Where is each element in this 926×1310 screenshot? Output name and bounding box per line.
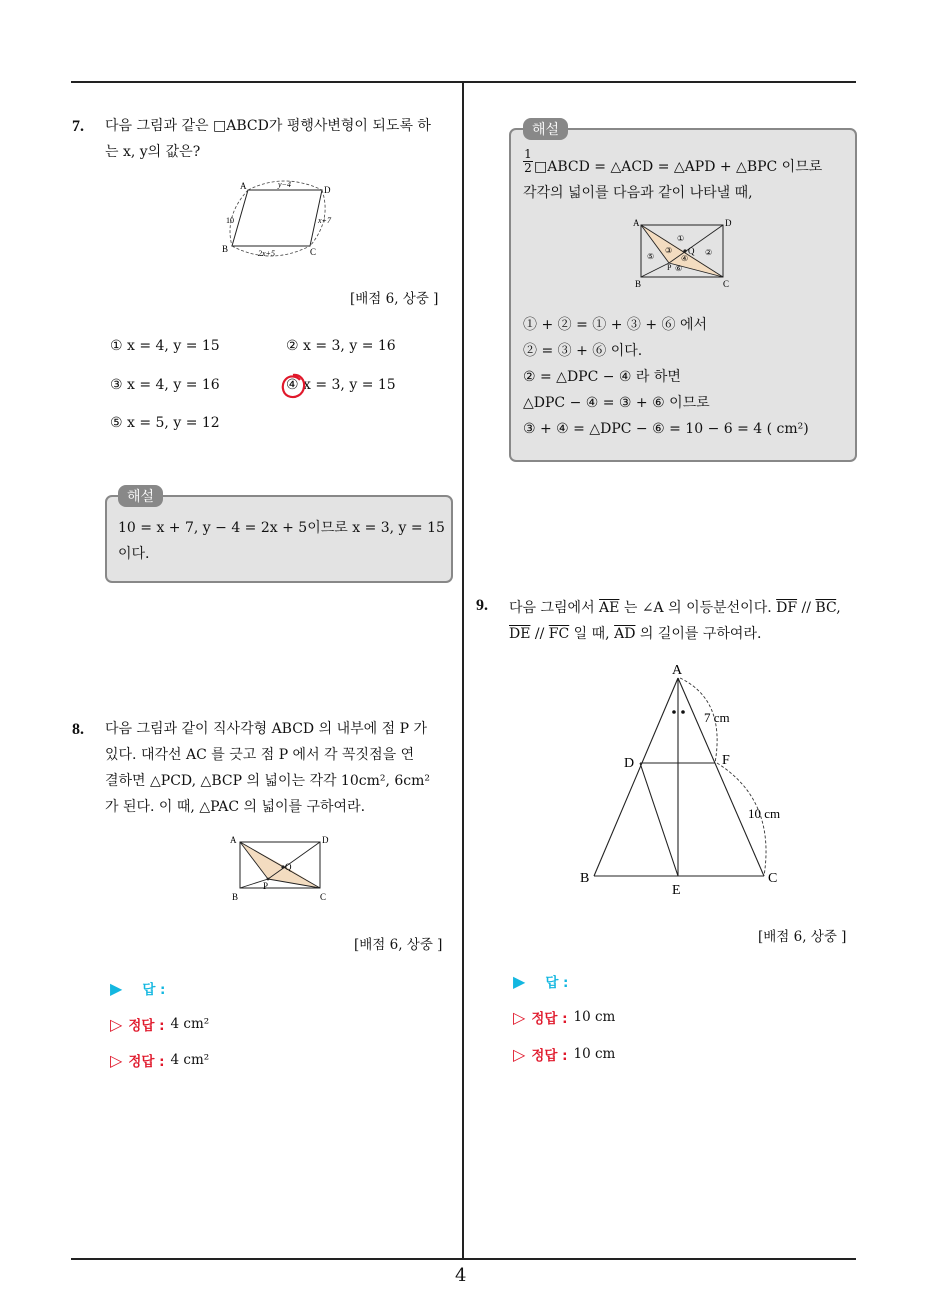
angle-mark-dot-left — [672, 710, 676, 714]
answer-label: 답 : — [142, 982, 166, 998]
q9-text-d: 의 길이를 구하여라. — [635, 626, 762, 642]
question-7-score: [배점 6, 상중 ] — [350, 291, 439, 307]
segment-de: $\overline{DE}$ — [509, 626, 531, 642]
question-7-line2: 는 x, y의 값은? — [105, 144, 201, 160]
fraction-numerator: 1 — [524, 147, 532, 161]
correct-value: 4 cm² — [170, 1052, 210, 1068]
point-p — [267, 878, 270, 881]
label-top: y−4 — [278, 180, 291, 189]
question-9-number: 9. — [476, 597, 488, 614]
segment-ae: $\overline{AE}$ — [599, 600, 620, 616]
question-8-number: 8. — [72, 721, 84, 738]
label-A: A — [240, 181, 247, 191]
outline-triangle-icon: ▷ — [110, 1014, 123, 1034]
region-4: ④ — [681, 254, 689, 263]
selected-answer-circle-icon — [278, 371, 308, 401]
label-A: A — [633, 218, 640, 228]
outline-triangle-icon: ▷ — [110, 1050, 123, 1070]
label-P: P — [263, 881, 269, 891]
page-number: 4 — [455, 1265, 467, 1286]
region-3: ③ — [665, 246, 673, 255]
question-9-text — [509, 595, 869, 647]
correct-value: 4 cm² — [170, 1016, 210, 1032]
question-7-text — [105, 113, 455, 165]
choice-1[interactable]: ① x = 4, y = 15 — [110, 338, 220, 354]
label-fc-length: 10 cm — [748, 806, 781, 821]
label-B: B — [635, 279, 642, 289]
segment-de — [640, 763, 678, 876]
answer-label: 답 : — [545, 975, 569, 991]
question-7-explanation-text — [118, 515, 448, 567]
label-Q: Q — [285, 862, 292, 872]
label-Q: Q — [688, 246, 695, 256]
choice-4[interactable]: ④ x = 3, y = 15 — [286, 377, 396, 393]
fraction-one-half — [523, 148, 533, 175]
correct-value: 10 cm — [573, 1009, 616, 1025]
q9-comma: , — [836, 600, 841, 616]
question-9-score: [배점 6, 상중 ] — [758, 929, 847, 945]
segment-ad: $\overline{AD}$ — [614, 626, 636, 642]
question-8-line2: 있다. 대각선 AC 를 긋고 점 P 에서 각 꼭짓점을 연 — [105, 747, 415, 763]
question-9-correct-row-1 — [513, 1007, 615, 1027]
top-rule — [71, 81, 856, 83]
label-C: C — [310, 247, 317, 257]
correct-label: 정답 : — [531, 1011, 568, 1027]
parallelogram-shape — [232, 190, 322, 246]
choice-2[interactable]: ② x = 3, y = 16 — [286, 338, 396, 354]
label-C: C — [320, 892, 327, 902]
correct-label: 정답 : — [531, 1048, 568, 1064]
region-6: ⑥ — [675, 264, 683, 273]
q8-expl-line2: 각각의 넓이를 다음과 같이 나타낼 때, — [523, 185, 753, 201]
correct-label: 정답 : — [128, 1018, 165, 1034]
question-9-answer-row[interactable] — [513, 971, 568, 991]
question-9-correct-row-2 — [513, 1044, 615, 1064]
q9-text-b: 는 ∠A 의 이등분선이다. — [619, 600, 777, 616]
side-ab — [594, 678, 678, 876]
question-7-line1: 다음 그림과 같은 □ABCD가 평행사변형이 되도록 하 — [105, 118, 431, 134]
question-8-rectangle-figure — [228, 832, 334, 904]
label-B: B — [580, 871, 590, 886]
correct-label: 정답 : — [128, 1054, 165, 1070]
label-bottom: 2x+5 — [258, 249, 275, 258]
parallel-symbol: // — [797, 600, 816, 616]
explanation-rectangle-figure — [629, 215, 739, 291]
question-7-parallelogram-figure — [218, 178, 348, 260]
column-divider — [462, 81, 464, 1259]
segment-pb — [641, 263, 669, 277]
question-8-line3: 결하면 △PCD, △BCP 의 넓이는 각각 10cm², 6cm² — [105, 773, 431, 789]
label-left: 10 — [226, 216, 234, 225]
label-C: C — [768, 871, 778, 886]
region-2: ② — [705, 248, 713, 257]
label-A: A — [672, 663, 683, 678]
play-triangle-icon: ▶ — [110, 978, 123, 998]
parallel-symbol: // — [530, 626, 549, 642]
label-P: P — [667, 263, 672, 272]
q9-text-c: 일 때, — [569, 626, 615, 642]
question-8-correct-row-1 — [110, 1014, 209, 1034]
q8-expl-line3: ① + ② = ① + ③ + ⑥ 에서 — [523, 317, 708, 333]
region-5: ⑤ — [647, 252, 655, 261]
outline-triangle-icon: ▷ — [513, 1044, 526, 1064]
question-8-text — [105, 716, 460, 820]
q9-text-a: 다음 그림에서 — [509, 600, 600, 616]
label-B: B — [232, 892, 239, 902]
label-D: D — [322, 835, 329, 845]
question-8-answer-row[interactable] — [110, 978, 165, 998]
question-7-number: 7. — [72, 118, 84, 135]
q8-expl-line4: ② = ③ + ⑥ 이다. — [523, 343, 643, 359]
label-B: B — [222, 244, 229, 254]
q7-expl-line2: 이다. — [118, 546, 150, 562]
label-af-length: 7 cm — [704, 710, 730, 725]
q7-expl-line1: 10 = x + 7, y − 4 = 2x + 5이므로 x = 3, y = 15 — [118, 520, 445, 536]
point-q — [683, 249, 686, 252]
label-C: C — [723, 279, 730, 289]
label-E: E — [672, 883, 681, 898]
segment-pd — [669, 225, 723, 263]
q8-expl-line6: △DPC − ④ = ③ + ⑥ 이므로 — [523, 395, 710, 411]
question-8-score: [배점 6, 상중 ] — [354, 937, 443, 953]
label-right: x+7 — [318, 216, 331, 225]
label-D: D — [725, 218, 732, 228]
angle-mark-dot-right — [681, 710, 685, 714]
q8-expl-line7: ③ + ④ = △DPC − ⑥ = 10 − 6 = 4 ( cm²) — [523, 421, 809, 437]
label-F: F — [722, 753, 730, 768]
question-9-line2 — [509, 621, 869, 647]
bottom-rule — [71, 1258, 856, 1260]
label-D: D — [324, 185, 331, 195]
question-8-line1: 다음 그림과 같이 직사각형 ABCD 의 내부에 점 P 가 — [105, 721, 427, 737]
question-9-triangle-figure — [576, 660, 796, 900]
segment-df: $\overline{DF}$ — [776, 600, 798, 616]
side-ac — [678, 678, 764, 876]
segment-fc: $\overline{FC}$ — [548, 626, 570, 642]
region-1: ① — [677, 234, 685, 243]
question-8-explanation-steps — [523, 312, 853, 442]
q8-expl-line5: ② = △DPC − ④ 라 하면 — [523, 369, 681, 385]
choice-5[interactable]: ⑤ x = 5, y = 12 — [110, 415, 220, 431]
question-8-correct-row-2 — [110, 1050, 209, 1070]
question-9-line1 — [509, 595, 869, 621]
correct-value: 10 cm — [573, 1046, 616, 1062]
question-7-explanation-tag: 해설 — [118, 485, 163, 507]
question-8-explanation-tag: 해설 — [523, 118, 568, 140]
label-A: A — [230, 835, 237, 845]
play-triangle-icon: ▶ — [513, 971, 526, 991]
outline-triangle-icon: ▷ — [513, 1007, 526, 1027]
segment-bc: $\overline{BC}$ — [815, 600, 837, 616]
label-D: D — [624, 756, 635, 771]
choice-3[interactable]: ③ x = 4, y = 16 — [110, 377, 220, 393]
question-8-line4: 가 된다. 이 때, △PAC 의 넓이를 구하여라. — [105, 799, 366, 815]
q8-expl-line1: □ABCD = △ACD = △APD + △BPC 이므로 — [534, 159, 823, 175]
fraction-denominator: 2 — [524, 161, 532, 175]
